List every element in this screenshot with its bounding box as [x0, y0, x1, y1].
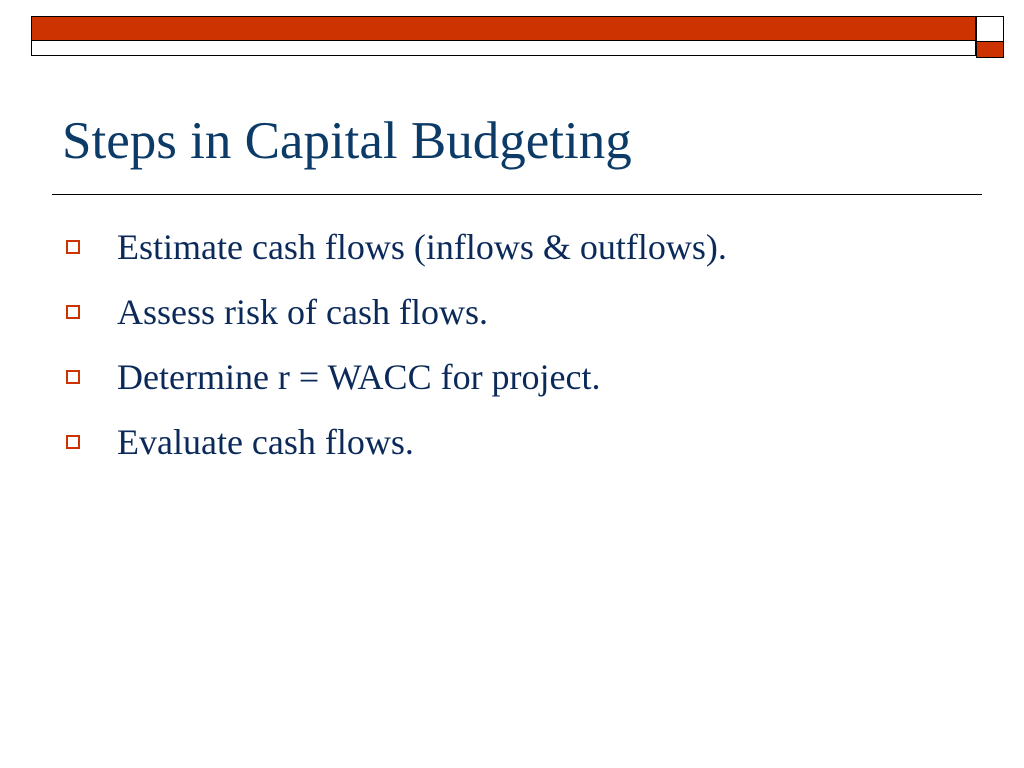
bullet-text: Determine r = WACC for project. — [117, 356, 601, 397]
bullet-text: Assess risk of cash flows. — [117, 291, 488, 332]
header-bar-fill — [32, 17, 975, 41]
square-bullet-icon — [66, 305, 80, 319]
square-bullet-icon — [66, 435, 80, 449]
slide-title: Steps in Capital Budgeting — [62, 112, 632, 170]
bullet-text: Estimate cash flows (inflows & outflows). — [117, 226, 727, 267]
title-divider — [52, 194, 982, 195]
bullet-item — [62, 344, 727, 409]
bullet-text: Evaluate cash flows. — [117, 421, 414, 462]
bullet-item — [62, 279, 727, 344]
bullet-item — [62, 409, 727, 474]
header-decorative-bar — [31, 16, 976, 56]
corner-decoration-fill — [977, 41, 1003, 57]
square-bullet-icon — [66, 370, 80, 384]
bullet-list — [62, 214, 727, 474]
square-bullet-icon — [66, 240, 80, 254]
bullet-item — [62, 214, 727, 279]
corner-decoration — [976, 16, 1004, 58]
